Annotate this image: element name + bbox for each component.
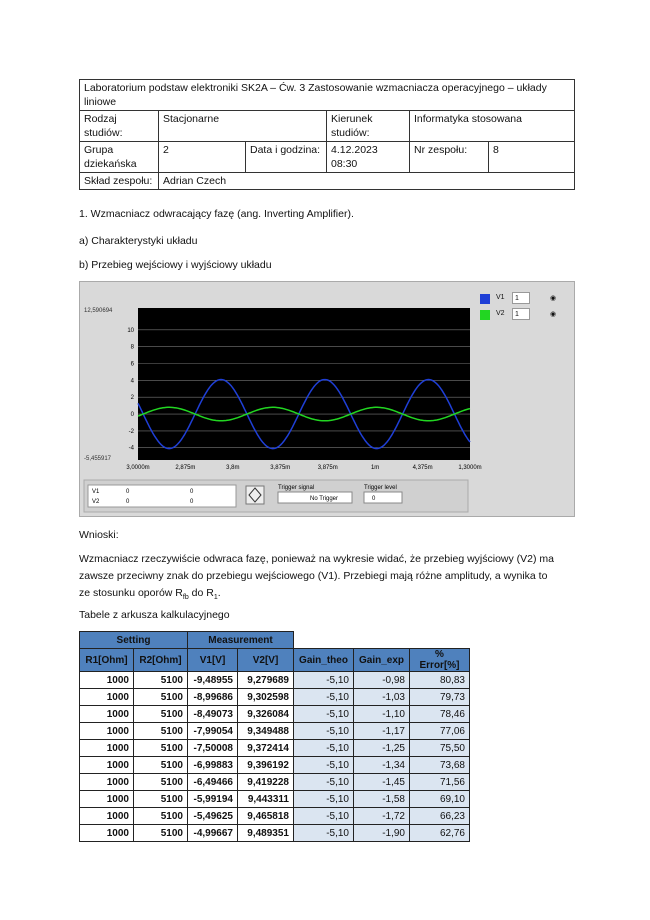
table-cell: -0,98 [354, 672, 410, 689]
table-cell: -6,99883 [188, 757, 238, 774]
table-cell: -1,45 [354, 774, 410, 791]
table-row [80, 774, 470, 791]
table-cell: -1,10 [354, 706, 410, 723]
section-a-heading: a) Charakterystyki układu [79, 235, 198, 247]
table-cell: -5,10 [294, 672, 354, 689]
table-row [80, 757, 470, 774]
table-cell: 5100 [134, 672, 188, 689]
legend-v1-value: 1 [512, 292, 530, 304]
y-top-label: 12,590694 [84, 308, 113, 314]
table-cell: 9,349488 [238, 723, 294, 740]
table-row [80, 740, 470, 757]
table-cell: 1000 [80, 774, 134, 791]
table-cell: -5,99194 [188, 791, 238, 808]
legend-v1[interactable] [478, 292, 568, 306]
table-cell: 80,83 [410, 672, 470, 689]
rodzaj-label: Rodzaj studiów: [80, 111, 159, 142]
table-cell: 9,326084 [238, 706, 294, 723]
y-tick-label: 10 [127, 327, 134, 334]
group-measurement: Measurement [188, 632, 294, 649]
x-tick-label: 1,3000m [458, 465, 482, 471]
x-tick-label: 3,0000m [126, 465, 150, 471]
table-cell: 5100 [134, 808, 188, 825]
table-cell: -6,49466 [188, 774, 238, 791]
y-tick-label: 0 [130, 412, 134, 419]
table-cell: 9,302598 [238, 689, 294, 706]
column-header: R1[Ohm] [80, 649, 134, 672]
table-cell: -5,10 [294, 689, 354, 706]
table-cell: -5,10 [294, 723, 354, 740]
wnioski-label: Wnioski: [79, 529, 119, 541]
column-header: R2[Ohm] [134, 649, 188, 672]
group-setting: Setting [80, 632, 188, 649]
table-cell: 5100 [134, 740, 188, 757]
table-cell: -5,10 [294, 706, 354, 723]
doc-title: Laboratorium podstaw elektroniki SK2A – Ćw. 3 Zastosowanie wzmacniacza operacyjnego – układy liniowe [80, 80, 575, 111]
table-cell: 75,50 [410, 740, 470, 757]
table-cell: 1000 [80, 825, 134, 842]
table-cell: -1,17 [354, 723, 410, 740]
table-cell: 5100 [134, 774, 188, 791]
section-b-heading: b) Przebieg wejściowy i wyjściowy układu [79, 259, 272, 271]
table-cell: 77,06 [410, 723, 470, 740]
legend-v2-name: V2 [496, 310, 505, 317]
trigger-level-input [364, 492, 402, 503]
cursor-table [88, 485, 236, 507]
table-cell: -9,48955 [188, 672, 238, 689]
legend-v1-swatch [480, 294, 490, 304]
table-cell: 62,76 [410, 825, 470, 842]
table-cell: 9,465818 [238, 808, 294, 825]
data-value: 4.12.2023 08:30 [327, 142, 410, 173]
table-row [80, 791, 470, 808]
table-row [80, 723, 470, 740]
sklad-value: Adrian Czech [159, 173, 575, 190]
y-tick-label: 4 [130, 378, 134, 385]
table-cell: -8,49073 [188, 706, 238, 723]
table-cell: -8,99686 [188, 689, 238, 706]
table-cell: 5100 [134, 825, 188, 842]
nr-value: 8 [489, 142, 575, 173]
table-cell: -1,58 [354, 791, 410, 808]
table-cell: 69,10 [410, 791, 470, 808]
table-cell: 9,372414 [238, 740, 294, 757]
table-cell: 9,279689 [238, 672, 294, 689]
table-row [80, 706, 470, 723]
eye-icon: ◉ [550, 311, 557, 318]
eye-icon: ◉ [550, 295, 557, 302]
x-tick-label: 3,875m [317, 465, 338, 471]
table-cell: 1000 [80, 791, 134, 808]
table-cell: -5,10 [294, 757, 354, 774]
legend-v2-value: 1 [512, 308, 530, 320]
cursor-row-2-a: 0 [126, 499, 130, 505]
column-header: V2[V] [238, 649, 294, 672]
y-bottom-label: -5,455917 [84, 456, 112, 462]
table-cell: -4,99667 [188, 825, 238, 842]
table-cell: 1000 [80, 706, 134, 723]
cursor-move-icon[interactable] [246, 486, 264, 504]
kierunek-label: Kierunek studiów: [327, 111, 410, 142]
y-tick-label: -2 [128, 428, 134, 435]
x-tick-label: 3,875m [270, 465, 291, 471]
grupa-label: Grupa dziekańska [80, 142, 159, 173]
table-cell: -1,25 [354, 740, 410, 757]
table-row [80, 808, 470, 825]
x-tick-label: 3,8m [226, 465, 240, 471]
table-cell: 78,46 [410, 706, 470, 723]
trigger-level-value: 0 [372, 496, 376, 502]
table-cell: 79,73 [410, 689, 470, 706]
y-tick-label: 8 [130, 344, 134, 351]
table-cell: 73,68 [410, 757, 470, 774]
table-row [80, 825, 470, 842]
table-cell: 9,396192 [238, 757, 294, 774]
table-cell: 5100 [134, 706, 188, 723]
rodzaj-value: Stacjonarne [159, 111, 327, 142]
trigger-signal-value: No Trigger [310, 496, 339, 502]
tabele-label: Tabele z arkusza kalkulacyjnego [79, 609, 230, 621]
trigger-level-label: Trigger level [364, 485, 397, 491]
table-cell: -5,10 [294, 808, 354, 825]
table-row [80, 672, 470, 689]
table-cell: 5100 [134, 757, 188, 774]
table-cell: -1,34 [354, 757, 410, 774]
legend-v2[interactable] [478, 308, 568, 322]
sklad-label: Skład zespołu: [80, 173, 159, 190]
table-cell: -5,10 [294, 791, 354, 808]
wnioski-line-2: zawsze przeciwny znak do przebiegu wejściowego (V1). Przebiegi mają różne amplitudy, a wynika to [79, 570, 548, 582]
kierunek-value: Informatyka stosowana [410, 111, 575, 142]
column-header: % Error[%] [410, 649, 470, 672]
table-cell: 1000 [80, 808, 134, 825]
table-cell: 9,489351 [238, 825, 294, 842]
table-cell: -1,90 [354, 825, 410, 842]
column-header: Gain_exp [354, 649, 410, 672]
table-cell: 9,443311 [238, 791, 294, 808]
section-1-heading: 1. Wzmacniacz odwracający fazę (ang. Inverting Amplifier). [79, 208, 354, 220]
table-cell: 1000 [80, 689, 134, 706]
column-header: V1[V] [188, 649, 238, 672]
cursor-row-1-a: 0 [126, 489, 130, 495]
legend-v2-swatch [480, 310, 490, 320]
table-cell: 5100 [134, 791, 188, 808]
table-cell: 5100 [134, 689, 188, 706]
table-cell: -5,49625 [188, 808, 238, 825]
y-tick-label: 6 [130, 361, 134, 368]
table-cell: 1000 [80, 723, 134, 740]
trigger-signal-label: Trigger signal [278, 485, 315, 491]
oscilloscope-panel [79, 281, 575, 517]
table-cell: 1000 [80, 672, 134, 689]
y-tick-label: 2 [130, 395, 134, 402]
x-tick-label: 4,375m [412, 465, 433, 471]
table-cell: 1000 [80, 757, 134, 774]
table-cell: 66,23 [410, 808, 470, 825]
y-tick-label: -4 [128, 445, 134, 452]
table-cell: -5,10 [294, 740, 354, 757]
table-cell: 9,419228 [238, 774, 294, 791]
nr-label: Nr zespołu: [410, 142, 489, 173]
wnioski-line-1: Wzmacniacz rzeczywiście odwraca fazę, ponieważ na wykresie widać, że przebieg wyjściowy (V2) ma [79, 553, 554, 565]
table-cell: -5,10 [294, 774, 354, 791]
x-tick-label: 1m [370, 465, 380, 471]
legend-v1-name: V1 [496, 294, 505, 301]
data-label: Data i godzina: [246, 142, 327, 173]
table-cell: -1,72 [354, 808, 410, 825]
cursor-row-2-b: 0 [190, 499, 194, 505]
x-tick-label: 2,875m [175, 465, 196, 471]
cursor-row-1-b: 0 [190, 489, 194, 495]
measurement-table [79, 631, 470, 842]
cursor-row-2-label: V2 [92, 499, 100, 505]
table-row [80, 689, 470, 706]
table-cell: -7,50008 [188, 740, 238, 757]
grupa-value: 2 [159, 142, 246, 173]
wnioski-line-3: ze stosunku oporów $R_{fb}$ do $R_1$. [79, 587, 221, 602]
table-cell: -1,03 [354, 689, 410, 706]
table-cell: 5100 [134, 723, 188, 740]
table-cell: -7,99054 [188, 723, 238, 740]
table-cell: -5,10 [294, 825, 354, 842]
column-header: Gain_theo [294, 649, 354, 672]
table-cell: 1000 [80, 740, 134, 757]
header-table [79, 79, 575, 190]
table-cell: 71,56 [410, 774, 470, 791]
cursor-row-1-label: V1 [92, 489, 100, 495]
